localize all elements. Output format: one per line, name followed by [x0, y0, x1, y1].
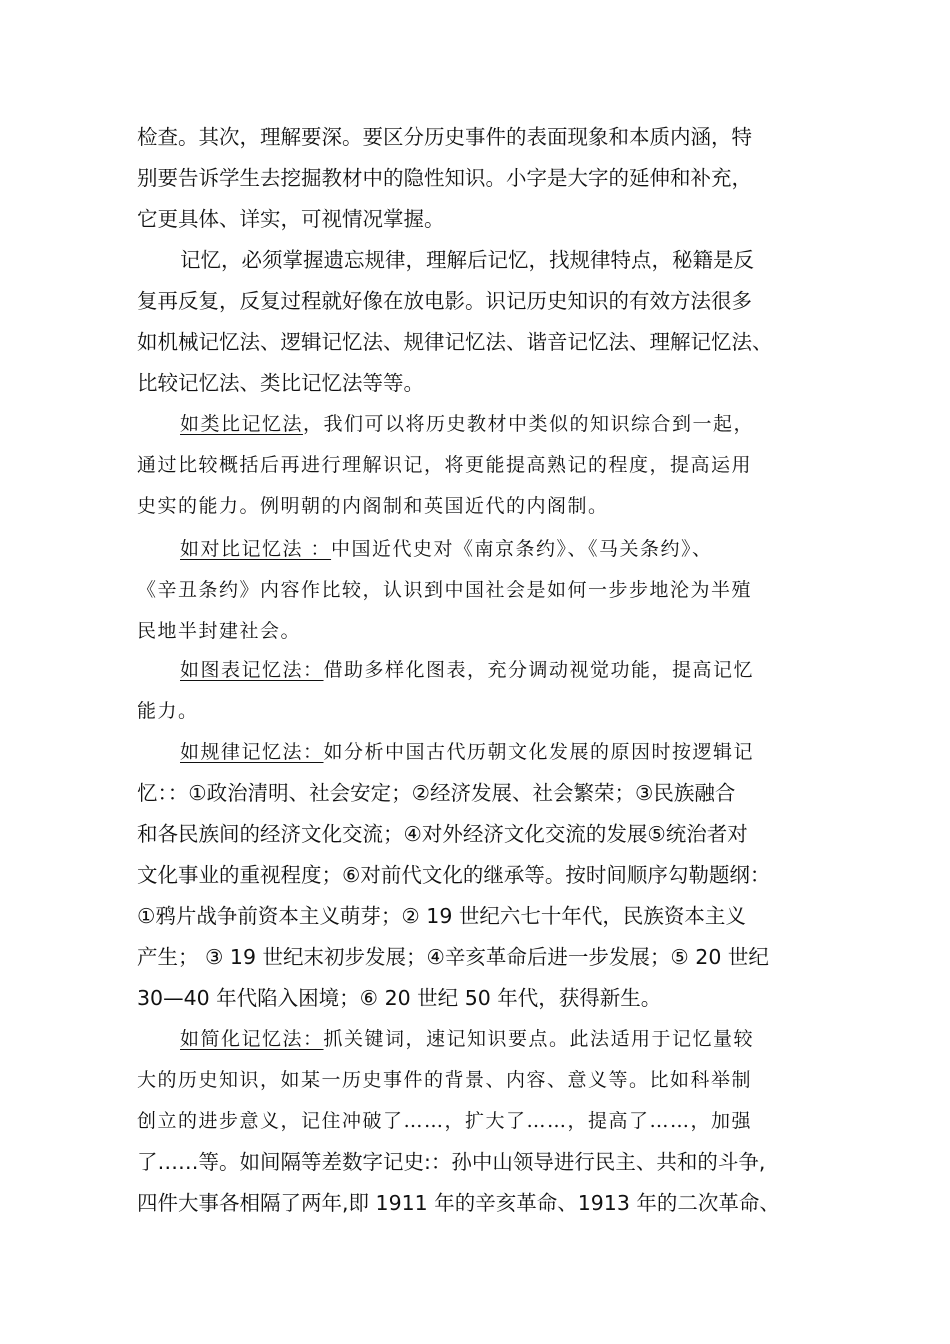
text-line: 《辛丑条约》内容作比较，认识到中国社会是如何一步步地沦为半殖 — [137, 579, 753, 601]
text-line: 30—40 年代陷入困境；⑥ 20 世纪 50 年代，获得新生。 — [137, 986, 662, 1010]
method-term: 如规律记忆法： — [180, 741, 324, 763]
method-term: 如类比记忆法 — [180, 413, 304, 435]
method-text: 抓关键词，速记知识要点。此法适用于记忆量较 — [323, 1028, 755, 1050]
text-line — [180, 655, 754, 685]
text-line: 了……等。如间隔等差数字记史:：孙中山领导进行民主、共和的斗争, — [137, 1150, 766, 1174]
text-line — [180, 534, 713, 564]
text-line: 通过比较概括后再进行理解识记，将更能提高熟记的程度，提高运用 — [137, 454, 753, 476]
text-line: 和各民族间的经济文化交流；④对外经济文化交流的发展⑤统治者对 — [137, 822, 748, 846]
text-line: 检查。其次，理解要深。要区分历史事件的表面现象和本质内涵，特 — [137, 125, 752, 149]
text-line: 它更具体、详实，可视情况掌握。 — [137, 207, 445, 231]
text-line: 创立的进步意义，记住冲破了……，扩大了……，提高了……，加强 — [137, 1110, 753, 1132]
text-line: 别要告诉学生去挖掘教材中的隐性知识。小字是大字的延伸和补充， — [137, 166, 752, 190]
text-line: 大的历史知识，如某一历史事件的背景、内容、意义等。比如科举制 — [137, 1069, 753, 1091]
method-text: 借助多样化图表，充分调动视觉功能，提高记忆 — [323, 659, 755, 681]
method-text: 中国近代史对《南京条约》、《马关条约》、 — [331, 538, 713, 560]
text-line: 复再反复，反复过程就好像在放电影。识记历史知识的有效方法很多 — [137, 289, 752, 313]
text-line: 文化事业的重视程度；⑥对前代文化的继承等。按时间顺序勾勒题纲： — [137, 863, 771, 887]
text-line: ①鸦片战争前资本主义萌芽；② 19 世纪六七十年代，民族资本主义 — [137, 904, 746, 928]
text-line: 如机械记忆法、逻辑记忆法、规律记忆法、谐音记忆法、理解记忆法、 — [137, 330, 773, 354]
method-text: 如分析中国古代历朝文化发展的原因时按逻辑记 — [323, 741, 755, 763]
text-line: 四件大事各相隔了两年,即 1911 年的辛亥革命、1913 年的二次革命、 — [137, 1191, 780, 1215]
method-term: 如对比记忆法 ： — [180, 538, 332, 560]
method-text: ，我们可以将历史教材中类似的知识综合到一起， — [303, 413, 755, 435]
text-line — [180, 737, 754, 767]
text-line: 产生； ③ 19 世纪末初步发展；④辛亥革命后进一步发展；⑤ 20 世纪 — [137, 945, 769, 969]
method-term: 如简化记忆法： — [180, 1028, 324, 1050]
method-term: 如图表记忆法： — [180, 659, 324, 681]
text-line: 能力。 — [137, 700, 199, 722]
text-line: 忆：：①政治清明、社会安定；②经济发展、社会繁荣；③民族融合 — [137, 781, 736, 805]
text-line: 记忆，必须掌握遗忘规律，理解后记忆，找规律特点，秘籍是反 — [180, 248, 754, 272]
text-line — [180, 1024, 754, 1054]
text-line: 史实的能力。例明朝的内阁制和英国近代的内阁制。 — [137, 495, 609, 517]
text-line — [180, 409, 754, 439]
text-line: 比较记忆法、类比记忆法等等。 — [137, 371, 424, 395]
text-line: 民地半封建社会。 — [137, 620, 302, 642]
